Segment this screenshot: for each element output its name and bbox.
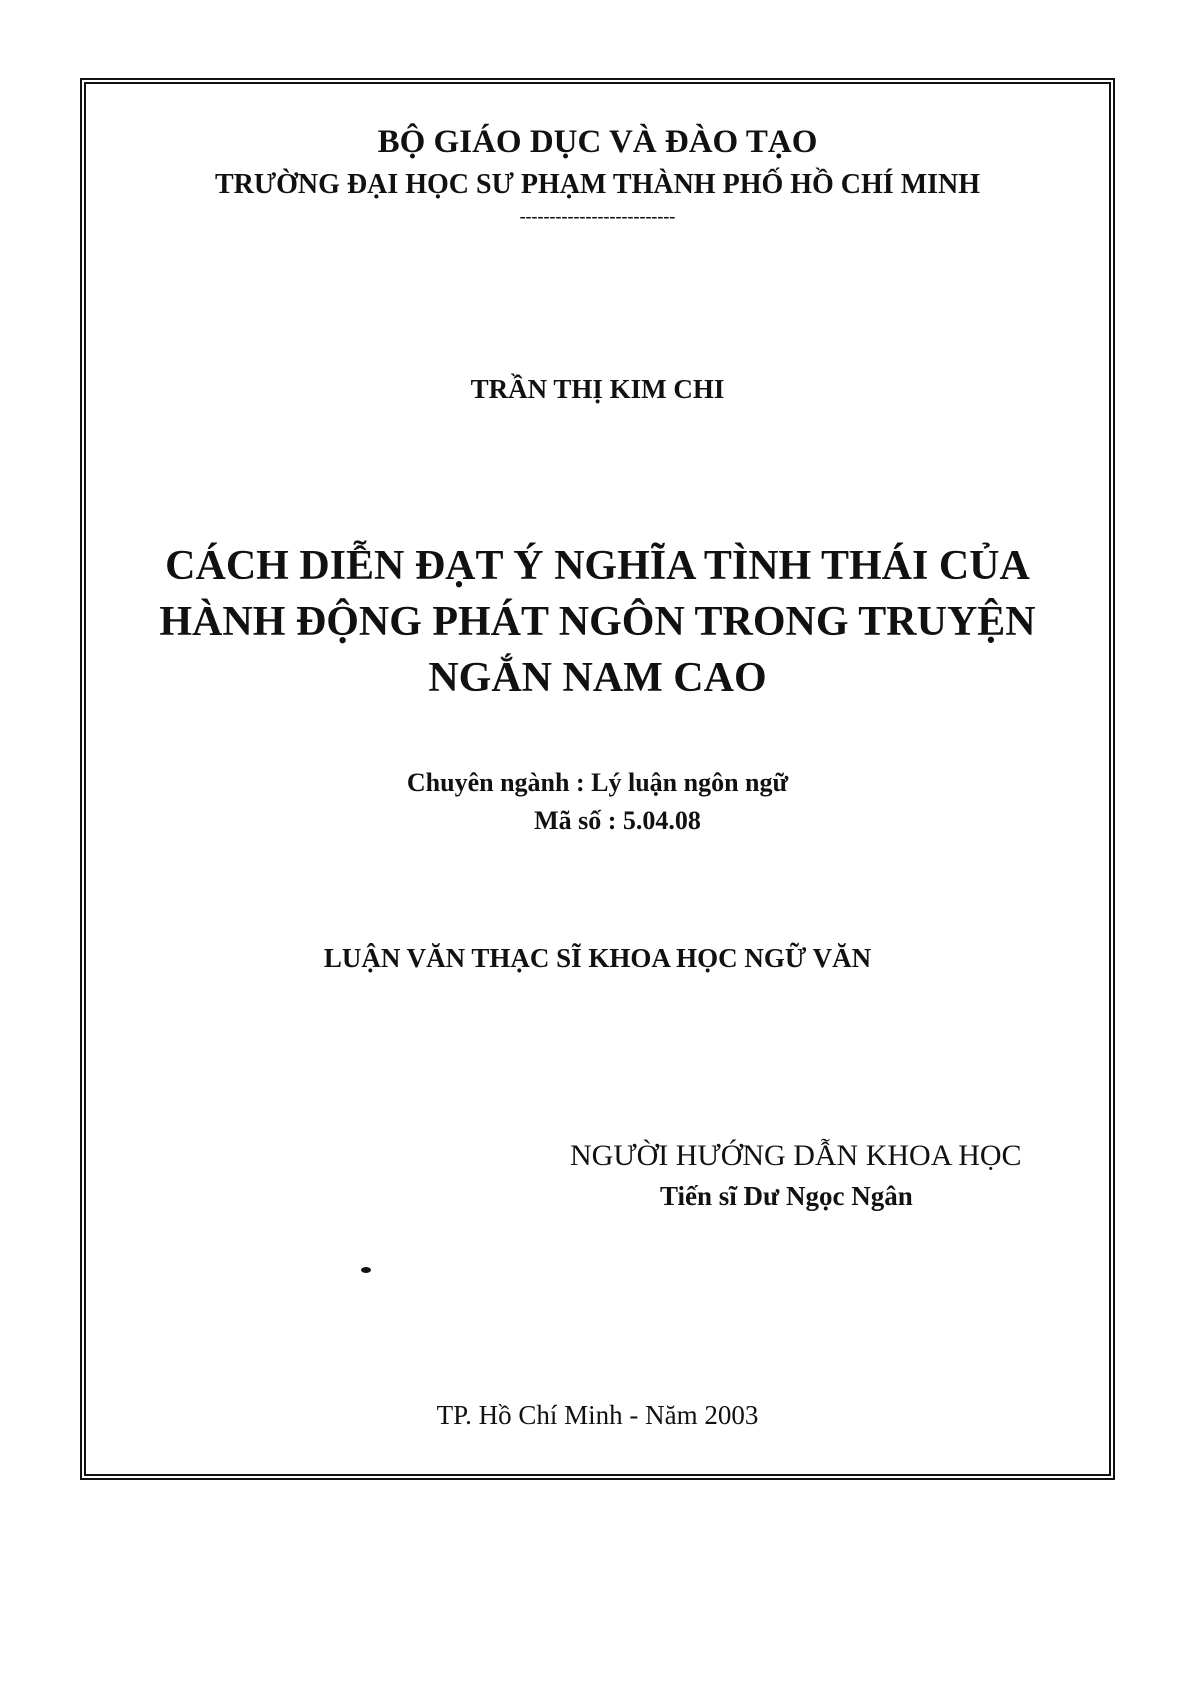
place-and-year: TP. Hồ Chí Minh - Năm 2003 xyxy=(436,1400,759,1430)
degree-type: LUẬN VĂN THẠC SĨ KHOA HỌC NGỮ VĂN xyxy=(323,943,872,973)
specialty: Chuyên ngành : Lý luận ngôn ngữ xyxy=(406,768,789,797)
scan-speck xyxy=(361,1267,371,1273)
specialty-code: Mã số : 5.04.08 xyxy=(534,806,701,835)
thesis-title-line-3: NGẮN NAM CAO xyxy=(428,655,767,701)
thesis-title-line-1: CÁCH DIỄN ĐẠT Ý NGHĨA TÌNH THÁI CỦA xyxy=(165,543,1030,589)
ministry-name: BỘ GIÁO DỤC VÀ ĐÀO TẠO xyxy=(377,124,818,160)
thesis-title-line-2: HÀNH ĐỘNG PHÁT NGÔN TRONG TRUYỆN xyxy=(159,599,1036,645)
header-divider: -------------------------- xyxy=(519,206,676,226)
supervisor-name: Tiến sĩ Dư Ngọc Ngân xyxy=(660,1181,913,1211)
university-name: TRƯỜNG ĐẠI HỌC SƯ PHẠM THÀNH PHỐ HỒ CHÍ MINH xyxy=(214,169,981,200)
author-name: TRẦN THỊ KIM CHI xyxy=(470,374,725,404)
supervisor-label: NGƯỜI HƯỚNG DẪN KHOA HỌC xyxy=(570,1139,1022,1172)
thesis-title xyxy=(80,538,1115,706)
